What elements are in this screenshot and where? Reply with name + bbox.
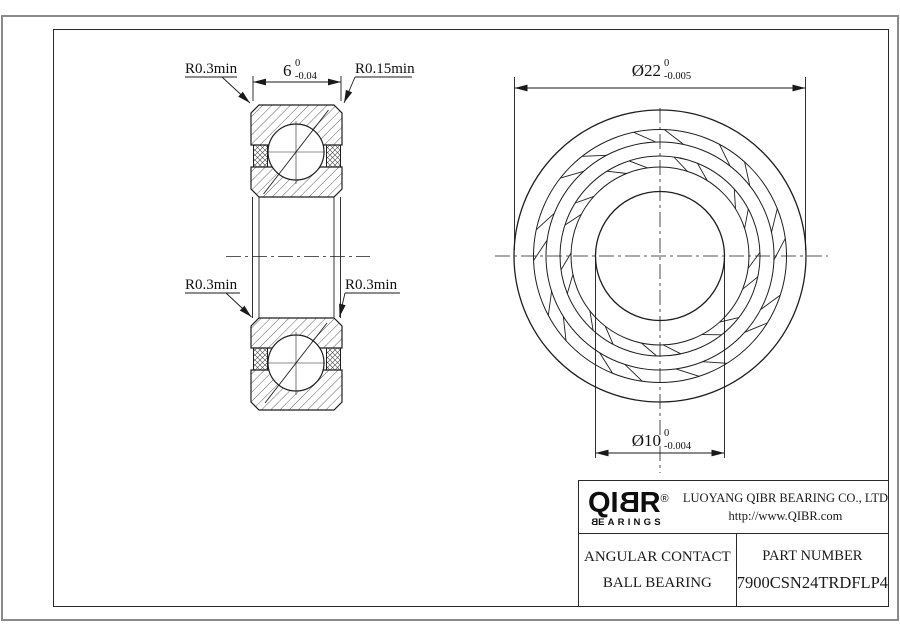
od-dim-tol-upper: 0 bbox=[664, 58, 670, 69]
cage-pocket-edge-band1 bbox=[607, 171, 627, 173]
part-number-cell bbox=[737, 534, 888, 606]
cage-pocket-edge-band0 bbox=[548, 291, 551, 315]
cage-pocket-edge-band0 bbox=[774, 238, 785, 260]
bore-dim-value: Ø10 bbox=[631, 431, 661, 450]
cage-pocket-edge-band0 bbox=[703, 362, 727, 364]
od-dim-value: Ø22 bbox=[631, 61, 661, 80]
title-block-header-row bbox=[579, 481, 888, 534]
title-block bbox=[578, 480, 889, 607]
cage-pocket-edge-band1 bbox=[663, 345, 681, 354]
od-dim-tol-lower: -0.005 bbox=[664, 71, 692, 82]
cage-pocket-edge-band1 bbox=[745, 209, 749, 228]
cage-pocket-edge-band0 bbox=[772, 209, 778, 233]
seal-top-right bbox=[327, 145, 341, 167]
fillet-label-mid-right: R0.3min bbox=[345, 277, 398, 293]
cage-pocket-edge-band1 bbox=[629, 161, 648, 168]
width-dim-tol-upper: 0 bbox=[295, 58, 301, 69]
cage-pocket-edge-band1 bbox=[567, 275, 573, 294]
product-type-cell bbox=[579, 534, 737, 606]
width-dim-value: 6 bbox=[283, 61, 292, 80]
registered-trademark-icon: ® bbox=[660, 492, 669, 505]
fillet-label-top-left: R0.3min bbox=[185, 61, 238, 77]
bore-dim-tol-upper: 0 bbox=[664, 428, 670, 439]
part-number-label: PART NUMBER bbox=[762, 547, 863, 564]
section-view bbox=[226, 105, 370, 410]
company-logo bbox=[579, 486, 683, 529]
product-type-line1: ANGULAR CONTACT bbox=[584, 549, 731, 565]
seal-top-left bbox=[254, 145, 268, 167]
title-block-detail-row bbox=[579, 534, 888, 606]
fillet-label-top-right: R0.15min bbox=[355, 61, 415, 77]
front-view-centerlines bbox=[495, 108, 828, 473]
product-type-line2: BALL BEARING bbox=[602, 575, 712, 591]
cage-pocket-edge-band0 bbox=[534, 240, 548, 260]
company-website: http://www.QIBR.com bbox=[728, 508, 843, 523]
cage-pocket-edge-band1 bbox=[734, 189, 735, 209]
fillet-label-mid-left: R0.3min bbox=[185, 277, 238, 293]
cage-pocket-edge-band0 bbox=[634, 132, 656, 142]
company-name: LUOYANG QIBR BEARING CO., LTD bbox=[682, 490, 888, 505]
bore-dim-tol-lower: -0.004 bbox=[664, 441, 692, 452]
cage-pocket-edge-band0 bbox=[676, 369, 699, 376]
width-dim-tol-lower: -0.04 bbox=[295, 71, 317, 82]
part-number-value: 7900CSN24TRDFLP4 bbox=[736, 572, 888, 592]
cage-pocket-edge-band0 bbox=[582, 155, 606, 156]
seal-bottom-right bbox=[327, 348, 341, 370]
cage-pocket-edge-band1 bbox=[561, 253, 571, 270]
cage-pocket-edge-band1 bbox=[748, 253, 760, 269]
brand-name: QIBR bbox=[588, 487, 661, 520]
seal-bottom-left bbox=[254, 348, 268, 370]
brand-logo-text bbox=[588, 486, 683, 520]
brand-subtitle: BEARINGS bbox=[588, 517, 664, 529]
company-info bbox=[683, 491, 888, 524]
